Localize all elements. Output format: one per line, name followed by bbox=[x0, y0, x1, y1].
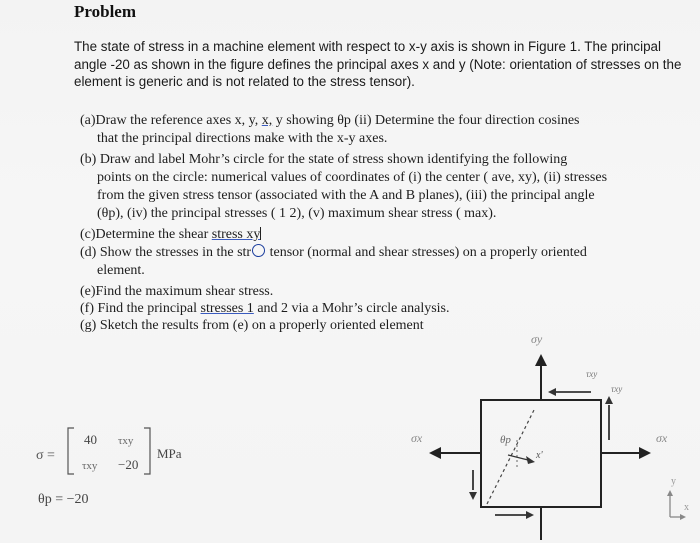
question-a-text: (a)Draw the reference axes x, y, bbox=[80, 113, 262, 128]
sigma-y-label: σy bbox=[531, 332, 543, 346]
principal-angle-value: θp = −20 bbox=[38, 492, 89, 507]
question-e-line: (e)Find the maximum shear stress. bbox=[80, 284, 274, 299]
sigma-label: σ = bbox=[36, 448, 55, 463]
matrix-entry-11: 40 bbox=[84, 432, 97, 447]
tau-label-2: τxy bbox=[611, 384, 623, 394]
question-a-underlined: x, bbox=[261, 113, 273, 128]
question-f-text-end: and 2 via a Mohr’s circle analysis. bbox=[253, 301, 450, 316]
shear-arrow-top bbox=[548, 388, 591, 396]
problem-intro: The state of stress in a machine element with respect to x-y axis is shown in Figure 1. The principal angle -20 as shown in the figure defines the principal axes x and y (Note: orientation of stresses on the element is generic and is not related to the stress tensor). bbox=[74, 39, 682, 89]
sigma-x-right-arrow bbox=[601, 447, 651, 459]
question-b-line3: from the given stress tensor (associated with the A and B planes), (iii) the principal angle bbox=[97, 188, 595, 203]
shear-arrow-bottom bbox=[495, 511, 534, 519]
sigma-x-right-label: σx bbox=[656, 431, 668, 445]
matrix-entry-21: τxy bbox=[82, 460, 98, 472]
question-a-text-end: y showing θp (ii) Determine the four direction cosines bbox=[272, 113, 580, 128]
matrix-entry-12: τxy bbox=[118, 435, 134, 447]
matrix-unit: MPa bbox=[157, 446, 182, 461]
x-prime-label: x' bbox=[536, 450, 543, 461]
axis-x-label: x bbox=[684, 502, 689, 513]
question-a-line2: that the principal directions make with the x-y axes. bbox=[97, 131, 388, 146]
problem-heading: Problem bbox=[74, 2, 137, 21]
question-d-text-end: tensor (normal and shear stresses) on a properly oriented bbox=[266, 245, 587, 260]
question-g-line: (g) Sketch the results from (e) on a properly oriented element bbox=[80, 318, 424, 333]
question-b-line4: (θp), (iv) the principal stresses ( 1 2), (v) maximum shear stress ( max). bbox=[97, 206, 497, 221]
sigma-x-left-label: σx bbox=[411, 431, 423, 445]
question-d-text: (d) Show the stresses in the str bbox=[80, 245, 252, 260]
shear-arrow-left bbox=[469, 470, 477, 500]
question-f-underlined: stresses 1 bbox=[200, 301, 254, 316]
axis-y-label: y bbox=[671, 476, 676, 487]
x-prime-arrow bbox=[508, 455, 535, 464]
shear-arrow-right bbox=[605, 396, 613, 440]
question-c-text: (c)Determine the shear bbox=[80, 227, 212, 242]
theta-p-label: θp bbox=[500, 434, 511, 446]
question-f-text: (f) Find the principal bbox=[80, 301, 201, 316]
question-d-line2: element. bbox=[97, 263, 145, 278]
sigma-y-top-arrow bbox=[535, 354, 547, 400]
question-b-line2: points on the circle: numerical values of coordinates of (i) the center ( ave, xy), (ii) stresses bbox=[97, 170, 608, 185]
matrix-entry-22: −20 bbox=[118, 457, 139, 472]
tau-label-1: τxy bbox=[586, 369, 598, 379]
question-c-underlined: stress xy bbox=[211, 227, 261, 242]
sigma-x-left-arrow bbox=[429, 447, 481, 459]
question-b-line1: (b) Draw and label Mohr’s circle for the state of stress shown identifying the following bbox=[80, 152, 568, 167]
